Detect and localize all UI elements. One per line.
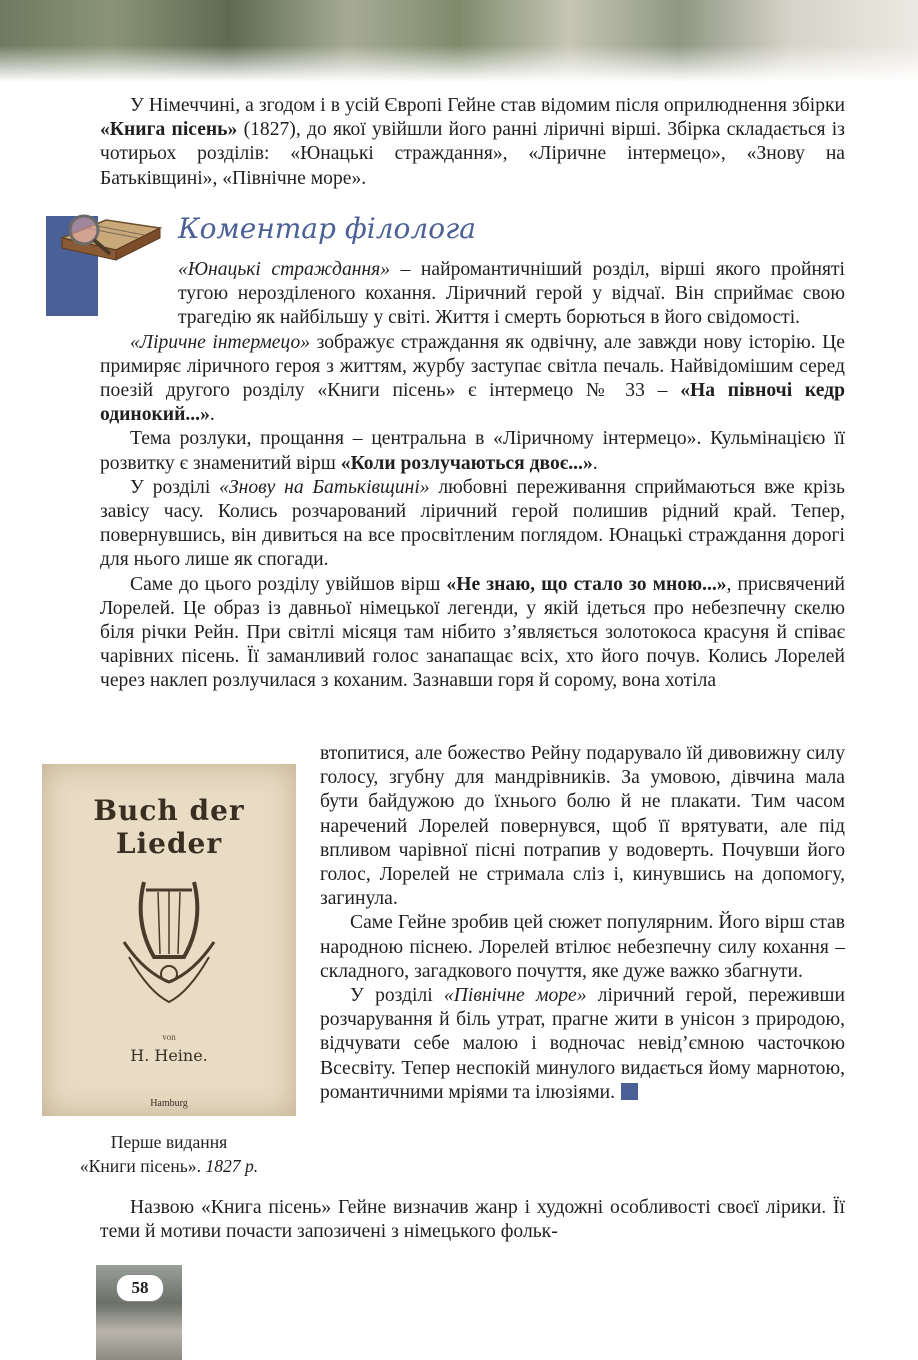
cover-city: Hamburg bbox=[150, 1098, 188, 1109]
cover-title: Buch der Lieder bbox=[93, 794, 245, 860]
header-painting-banner bbox=[0, 0, 918, 82]
page-number: 58 bbox=[116, 1274, 164, 1302]
commentary-text: «Юнацькі страждання» – найромантичніший розділ, вірші якого пройняті тугою нерозділеного кохання. Ліричний герой у відчаї. Він сприймає свою трагедію як найбільшу у світі. Життя і смерть борються в його свідомості. «Ліричне інтермецо» зображує страждання як одвічну, але завжди нову історію. Це примиряє ліричного героя з життям, журбу заступає світла печаль. Найвідомішим серед поезій другого розділу «Книги пісень» є інтермецо № 33 – «На півночі кедр одинокий...». Тема розлуки, прощання – центральна в «Ліричному інтермецо». Кульмінацією її розвитку є знаменитий вірш «Коли розлучаються двоє...». У розділі «Знову на Батьківщині» любовні переживання сприймаються вже крізь завісу часу. Колись розчарований ліричний герой полишив рідний край. Тепер, повернувшись, він дивиться на все просвітленим поглядом. Юнацькі страждання дорогі для нього лише як спогади. Саме до цього розділу увійшов вірш «Не знаю, що стало зо мною...», присвячений Лорелей. Це образ із давньої німецької легенди, у якій ідеться про небезпечну скелю біля річки Рейн. При світлі місяця там нібито з’являється золотокоса красуня й співає чарівних пісень. Її заманливий голос занапащає всіх, хто його почув. Колись Лорелей через наклеп розлучилася з коханим. Зазнавши горя й сорому, вона хотіла bbox=[100, 259, 846, 692]
end-of-section-square-icon bbox=[621, 1083, 638, 1100]
book-cover-image bbox=[42, 764, 296, 1116]
figure-caption: Перше видання «Книги пісень». 1827 р. bbox=[79, 1132, 259, 1176]
section-title: Коментар філолога bbox=[178, 212, 476, 245]
lyre-ornament-icon bbox=[114, 862, 224, 1012]
closing-paragraph: Назвою «Книга пісень» Гейне визначив жанр і художні особливості своєї лірики. Її теми й мотиви почасти запозичені з німецького фольк- bbox=[100, 1197, 845, 1243]
cover-author: H. Heine. bbox=[130, 1046, 208, 1065]
commentary-wrap-text: втопитися, але божество Рейну подарувало їй дивовижну силу голосу, згубну для мандрівників. За умовою, дівчина мала бути байдужою до їхнього болю й не плакати. Тим часом наречений Лорелей повернувся, щоб її врятувати, але під впливом чарівної пісні потрапив у водоверть. Почувши його голос, Лорелей не стримала сліз і, кинувшись на допомогу, загинула. Саме Гейне зробив цей сюжет популярним. Його вірш став народною піснею. Лорелей втілює небезпечну силу кохання – складного, загадкового почуття, яке дуже важко збагнути. У розділі «Північне море» ліричний герой, переживши розчарування й біль утрат, прагне жити в унісон з природою, відчувати себе малою і водночас невід’ємною часточкою Всесвіту. Тепер неспокій минулого видається йому марнотою, романтичними мріями та ілюзіями. bbox=[320, 743, 845, 1103]
intro-paragraph: У Німеччині, а згодом і в усій Європі Гейне став відомим після оприлюднення збірки «Книга пісень» (1827), до якої увійшли його ранні ліричні вірші. Збірка складається із чотирьох розділів: «Юнацькі страждання», «Ліричне інтермецо», «Знову на Батьківщині», «Північне море». bbox=[100, 95, 845, 189]
cover-by: von bbox=[162, 1032, 176, 1042]
